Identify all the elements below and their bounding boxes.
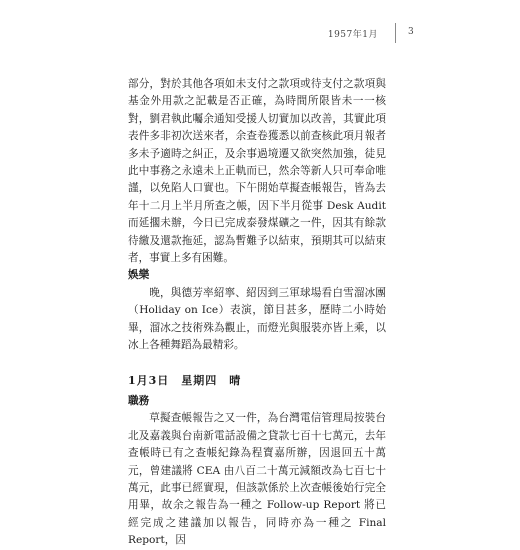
section-label-work: 職務 — [128, 394, 150, 407]
section-label-entertainment: 娛樂 — [128, 269, 150, 282]
paragraph-entertainment: 晚，與德芳率紹寧、紹因到三軍球場看白雪溜冰團（Holiday on Ice）表演，節目甚多，歷時二小時始畢，溜冰之技術殊為觀止，而燈光與服裝亦皆上乘，以冰上各種舞蹈為最精彩。 — [128, 286, 386, 352]
diary-text-body — [128, 76, 386, 550]
paragraph-work: 草擬查帳報告之又一件，為台灣電信管理局按裝台北及嘉義與台南新電話設備之貸款七百十七萬元，去年查帳時已有之查帳紀錄為程寶嘉所辦，因退回五十萬元，曾建議將 CEA 由八百二十萬元減額改為七百七十萬元，此事已經實現，但該款係於上次查帳後始行完全用畢，故余之報告為一種之 Follow-up Report 將已經完成之建議加以報告，同時亦為一種之 Final Report，因 — [128, 412, 386, 547]
paragraph-continued: 部分，對於其他各項如未支付之款項或待支付之款項與基金外用款之記載是否正確，為時間所限皆未一一核對，劉君執此囑余通知受援人切實加以改善，其實此項表件多非初次送來者，余查卷獲悉以前查核此項月報者多未予適時之糾正，及余事過境遷又欲突然加強，徒見此中事務之永遠未上正軌而已，然余等新人只可奉命唯謹，以免陷人口實也。下午開始草擬查帳報告，皆為去年十二月上半月所查之帳，因下半月從事 Desk Audit 而延擱未辦，今日已完成泰發煤礦之一件，因其有餘款待繳及還款拖延，認為暫難予以結束，預期其可以結束者，事實上多有困難。 — [128, 78, 386, 265]
date-heading: 1月3日 星期四 晴 — [128, 373, 242, 387]
header-divider — [395, 23, 396, 43]
page-header — [0, 22, 520, 46]
page-number: 3 — [408, 27, 414, 37]
running-head: 1957年1月 — [327, 30, 378, 40]
